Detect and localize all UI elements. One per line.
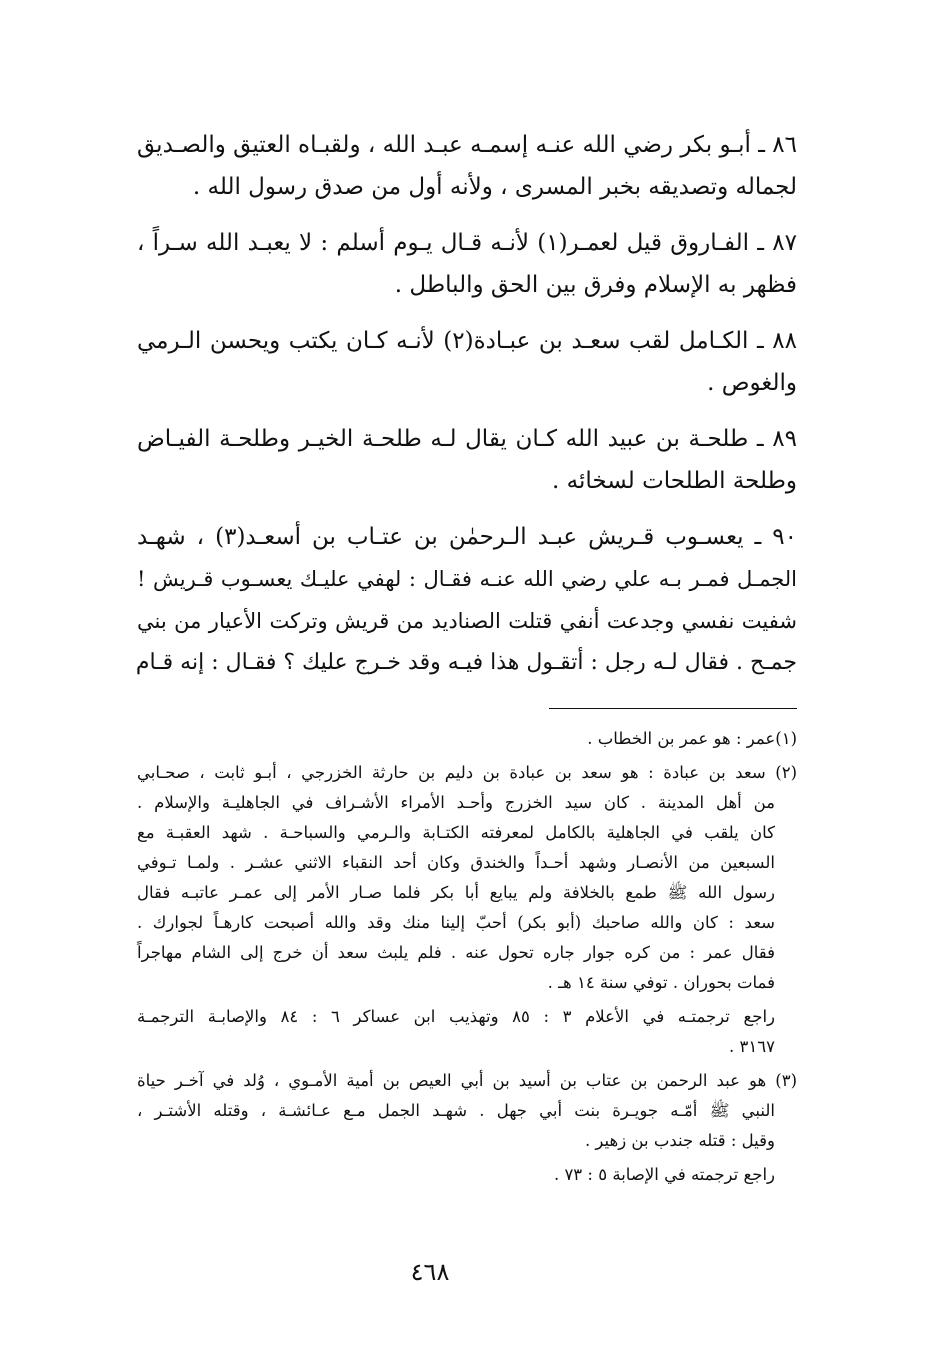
footnote-divider bbox=[549, 708, 797, 709]
footnote-line: السبعين من الأنصـار وشهد أحـداً والخندق وكان أحد النقباء الاثني عشـر . ولمـا تـوفي bbox=[137, 853, 775, 872]
text-line: جمـح . فقال لـه رجل : أتقـول هذا فيـه وقد خـرج عليك ؟ فقـال : إنه قـام bbox=[135, 650, 797, 675]
footnote-line: راجع ترجمتـه في الأعلام ٣ : ٨٥ وتهذيب ابن عساكر ٦ : ٨٤ والإصابـة الترجمـة bbox=[137, 1007, 775, 1026]
footnote-line: (١)عمر : هو عمر بن الخطاب . bbox=[587, 729, 797, 748]
footnote-1 bbox=[137, 724, 797, 754]
footnote-line: كان يلقب في الجاهلية بالكامل لمعرفته الكتـابة والـرمي والسباحـة . شهد العقبـة مع bbox=[137, 823, 775, 842]
text-line: شفيت نفسي وجدعت أنفي قتلت الصناديد من قريش وتركت الأعيار من بني bbox=[137, 609, 797, 633]
text-line: لجماله وتصديقه بخبر المسرى ، ولأنه أول من صدق رسول الله . bbox=[192, 174, 797, 200]
footnote-line: فمات بحوران . توفي سنة ١٤ هـ . bbox=[547, 973, 775, 992]
footnote-line: ٣١٦٧ . bbox=[729, 1037, 775, 1056]
entry-86 bbox=[137, 124, 797, 208]
page-number: ٤٦٨ bbox=[410, 1258, 450, 1286]
footnote-line: فقال عمر : من كره جوار جاره تحول عنه . فلم يلبث سعد أن خرج إلى الشام مهاجراً bbox=[137, 943, 775, 962]
footnote-line: من أهل المدينة . كان سيد الخزرج وأحـد الأمراء الأشـراف في الجاهليـة والإسلام . bbox=[137, 793, 775, 812]
text-line: الجمـل فمـر بـه علي رضي الله عنـه فقـال : لهفي عليـك يعسـوب قـريش ! bbox=[137, 567, 797, 591]
main-text bbox=[137, 124, 797, 698]
text-line: وطلحة الطلحات لسخائه . bbox=[552, 468, 797, 494]
footnotes bbox=[137, 724, 797, 1194]
text-line: ٨٦ ـ أبـو بكر رضي الله عنـه إسمـه عبـد الله ، ولقبـاه العتيق والصـديق bbox=[137, 132, 797, 158]
entry-90 bbox=[137, 516, 797, 684]
entry-89 bbox=[137, 418, 797, 502]
text-line: ٨٧ ـ الفـاروق قيل لعمـر(١) لأنـه قـال يـوم أسلم : لا يعبـد الله سـراً ، bbox=[137, 230, 797, 256]
text-line: فظهر به الإسلام وفرق بين الحق والباطل . bbox=[394, 272, 797, 298]
entry-88 bbox=[137, 320, 797, 404]
footnote-line: (٢) سعد بن عبادة : هو سعد بن عبادة بن دليم بن حارثة الخزرجي ، أبـو ثابت ، صحـابي bbox=[137, 763, 797, 782]
text-line: ٨٨ ـ الكـامل لقب سعـد بن عبـادة(٢) لأنـه كـان يكتب ويحسن الـرمي bbox=[137, 328, 797, 354]
text-line: ٨٩ ـ طلحـة بن عبيد الله كـان يقال لـه طلحـة الخيـر وطلحـة الفيـاض bbox=[137, 426, 797, 452]
footnote-line: رسول الله ﷺ طمع بالخلافة ولم يبايع أبا بكر فلما صـار الأمر إلى عمـر عاتبـه فقال bbox=[137, 883, 775, 902]
footnote-line: سعد : كان والله صاحبك (أبو بكر) أحبّ إلينا منك وقد والله أصبحت كارهـاً لجوارك . bbox=[137, 913, 775, 932]
footnote-2 bbox=[137, 758, 797, 998]
text-line: والغوص . bbox=[707, 370, 797, 396]
footnote-line: النبي ﷺ أمّـه جويـرة بنت أبي جهل . شهـد الجمل مـع عـائشـة ، وقتله الأشتـر ، bbox=[137, 1101, 775, 1120]
footnote-line: (٣) هو عبد الرحمن بن عتاب بن أسيد بن أبي العيص بن أمية الأمـوي ، وُلد في آخـر حياة bbox=[137, 1071, 797, 1090]
entry-87 bbox=[137, 222, 797, 306]
text-line: ٩٠ ـ يعسـوب قـريش عبـد الـرحمٰن بن عتـاب بن أسعـد(٣) ، شهـد bbox=[137, 524, 798, 550]
footnote-3 bbox=[137, 1066, 797, 1156]
footnote-line: وقيل : قتله جندب بن زهير . bbox=[584, 1131, 775, 1150]
footnote-3-reference bbox=[137, 1160, 797, 1190]
footnote-line: راجع ترجمته في الإصابة ٥ : ٧٣ . bbox=[553, 1165, 775, 1184]
footnote-2-reference bbox=[137, 1002, 797, 1062]
